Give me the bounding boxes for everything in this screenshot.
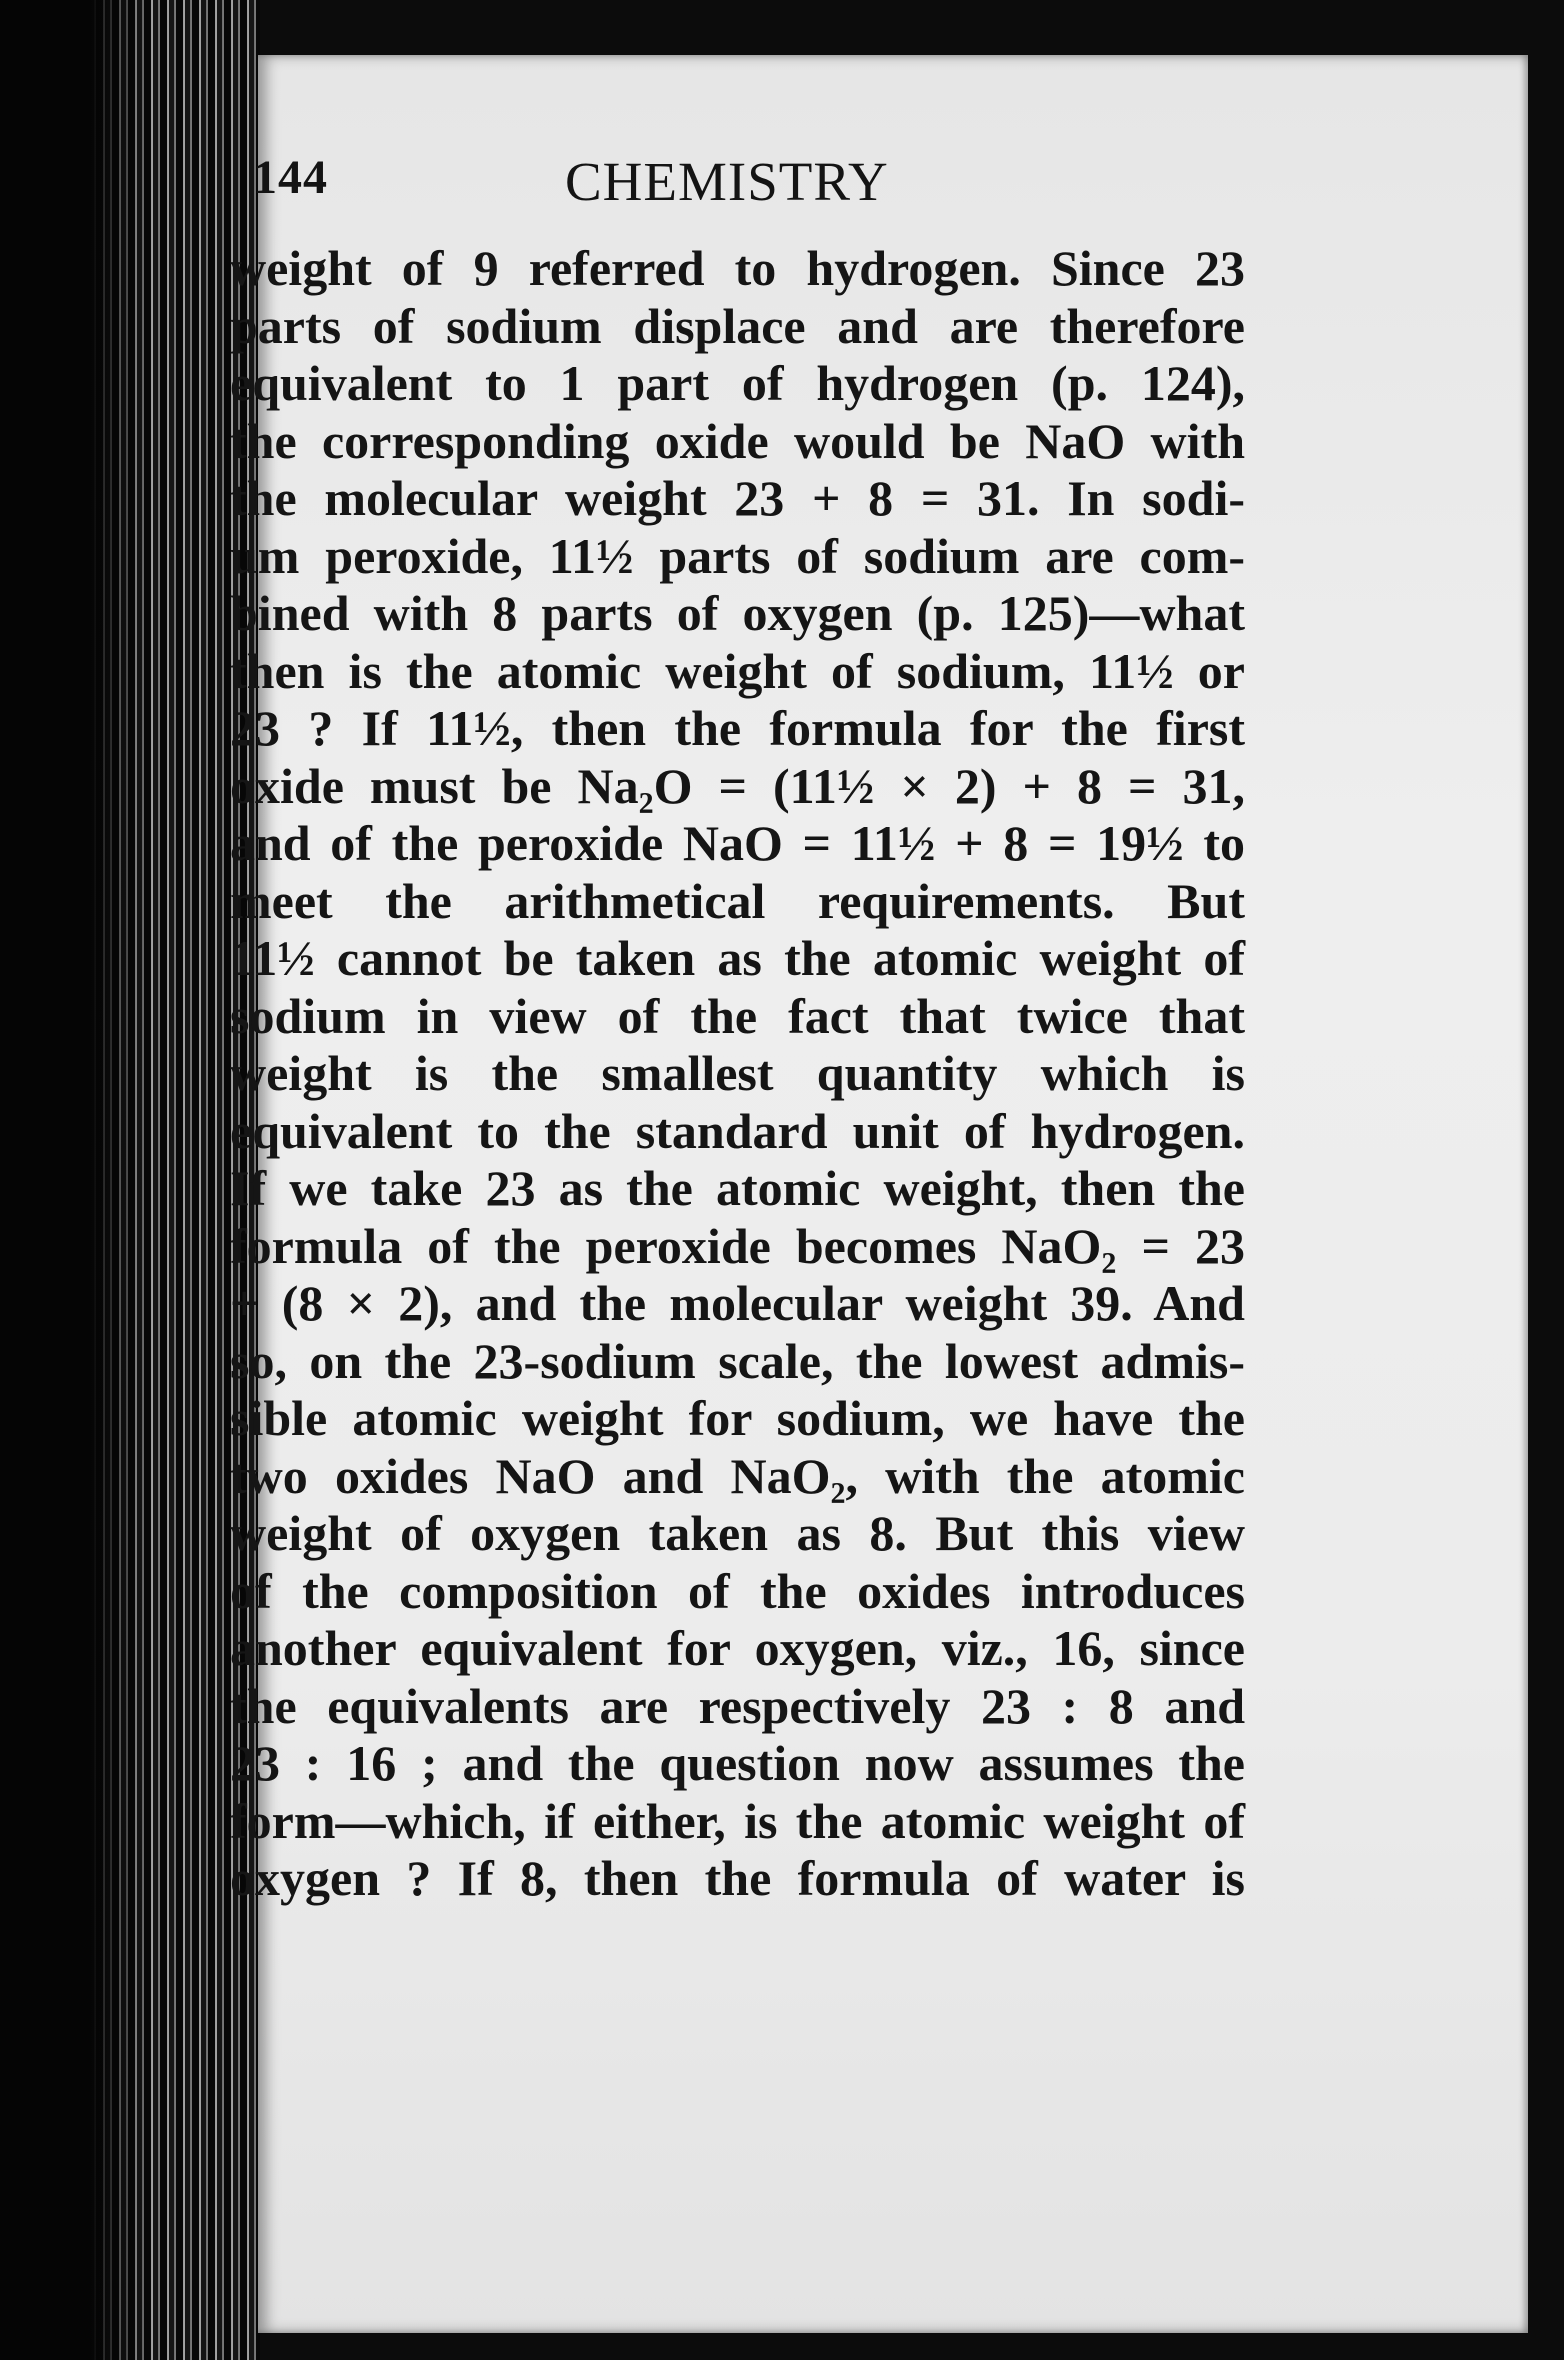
text-line: the equivalents are respectively 23 : 8 and [230,1677,1245,1734]
text-line: equivalent to 1 part of hydrogen (p. 124), [230,355,1245,411]
text-line: oxide must be Na₂O = (11½ × 2) + 8 = 31, [230,757,1245,814]
text-line: um peroxide, 11½ parts of sodium are com- [230,527,1245,584]
body-text [230,240,1245,1908]
text-line: equivalent to the standard unit of hydrogen. [230,1102,1245,1159]
text-line: of the composition of the oxides introduces [230,1562,1245,1619]
text-line: parts of sodium displace and are therefore [230,297,1245,354]
text-line: sodium in view of the fact that twice that [230,987,1245,1044]
text-line: formula of the peroxide becomes NaO₂ = 23 [230,1217,1245,1274]
text-line: and of the peroxide NaO = 11½ + 8 = 19½ to [230,815,1245,871]
text-line: 11½ cannot be taken as the atomic weight of [230,930,1245,986]
text-line: weight of oxygen taken as 8. But this view [230,1505,1245,1561]
text-line: sible atomic weight for sodium, we have the [230,1390,1245,1446]
text-line: bined with 8 parts of oxygen (p. 125)—what [230,585,1245,641]
text-line: 23 ? If 11½, then the formula for the first [230,700,1245,756]
text-line: + (8 × 2), and the molecular weight 39. And [230,1275,1245,1331]
running-head [253,150,1173,230]
text-line: oxygen ? If 8, then the formula of water is [230,1850,1245,1906]
book-page-edges [0,0,260,2360]
text-line: weight of 9 referred to hydrogen. Since 23 [230,240,1245,296]
text-line: If we take 23 as the atomic weight, then the [230,1160,1245,1216]
text-line: form—which, if either, is the atomic weight of [230,1792,1245,1849]
text-line: meet the arithmetical requirements. But [230,872,1245,929]
page-number: 144 [253,151,328,204]
text-line: the corresponding oxide would be NaO with [230,412,1245,469]
text-line: so, on the 23-sodium scale, the lowest admis- [230,1332,1245,1389]
text-line: the molecular weight 23 + 8 = 31. In sodi- [230,470,1245,526]
text-line: then is the atomic weight of sodium, 11½ or [230,642,1245,699]
text-line: 23 : 16 ; and the question now assumes the [230,1735,1245,1791]
text-line: weight is the smallest quantity which is [230,1045,1245,1101]
running-title: CHEMISTRY [565,151,889,212]
text-line: another equivalent for oxygen, viz., 16, since [230,1620,1245,1676]
text-line: two oxides NaO and NaO₂, with the atomic [230,1447,1245,1504]
